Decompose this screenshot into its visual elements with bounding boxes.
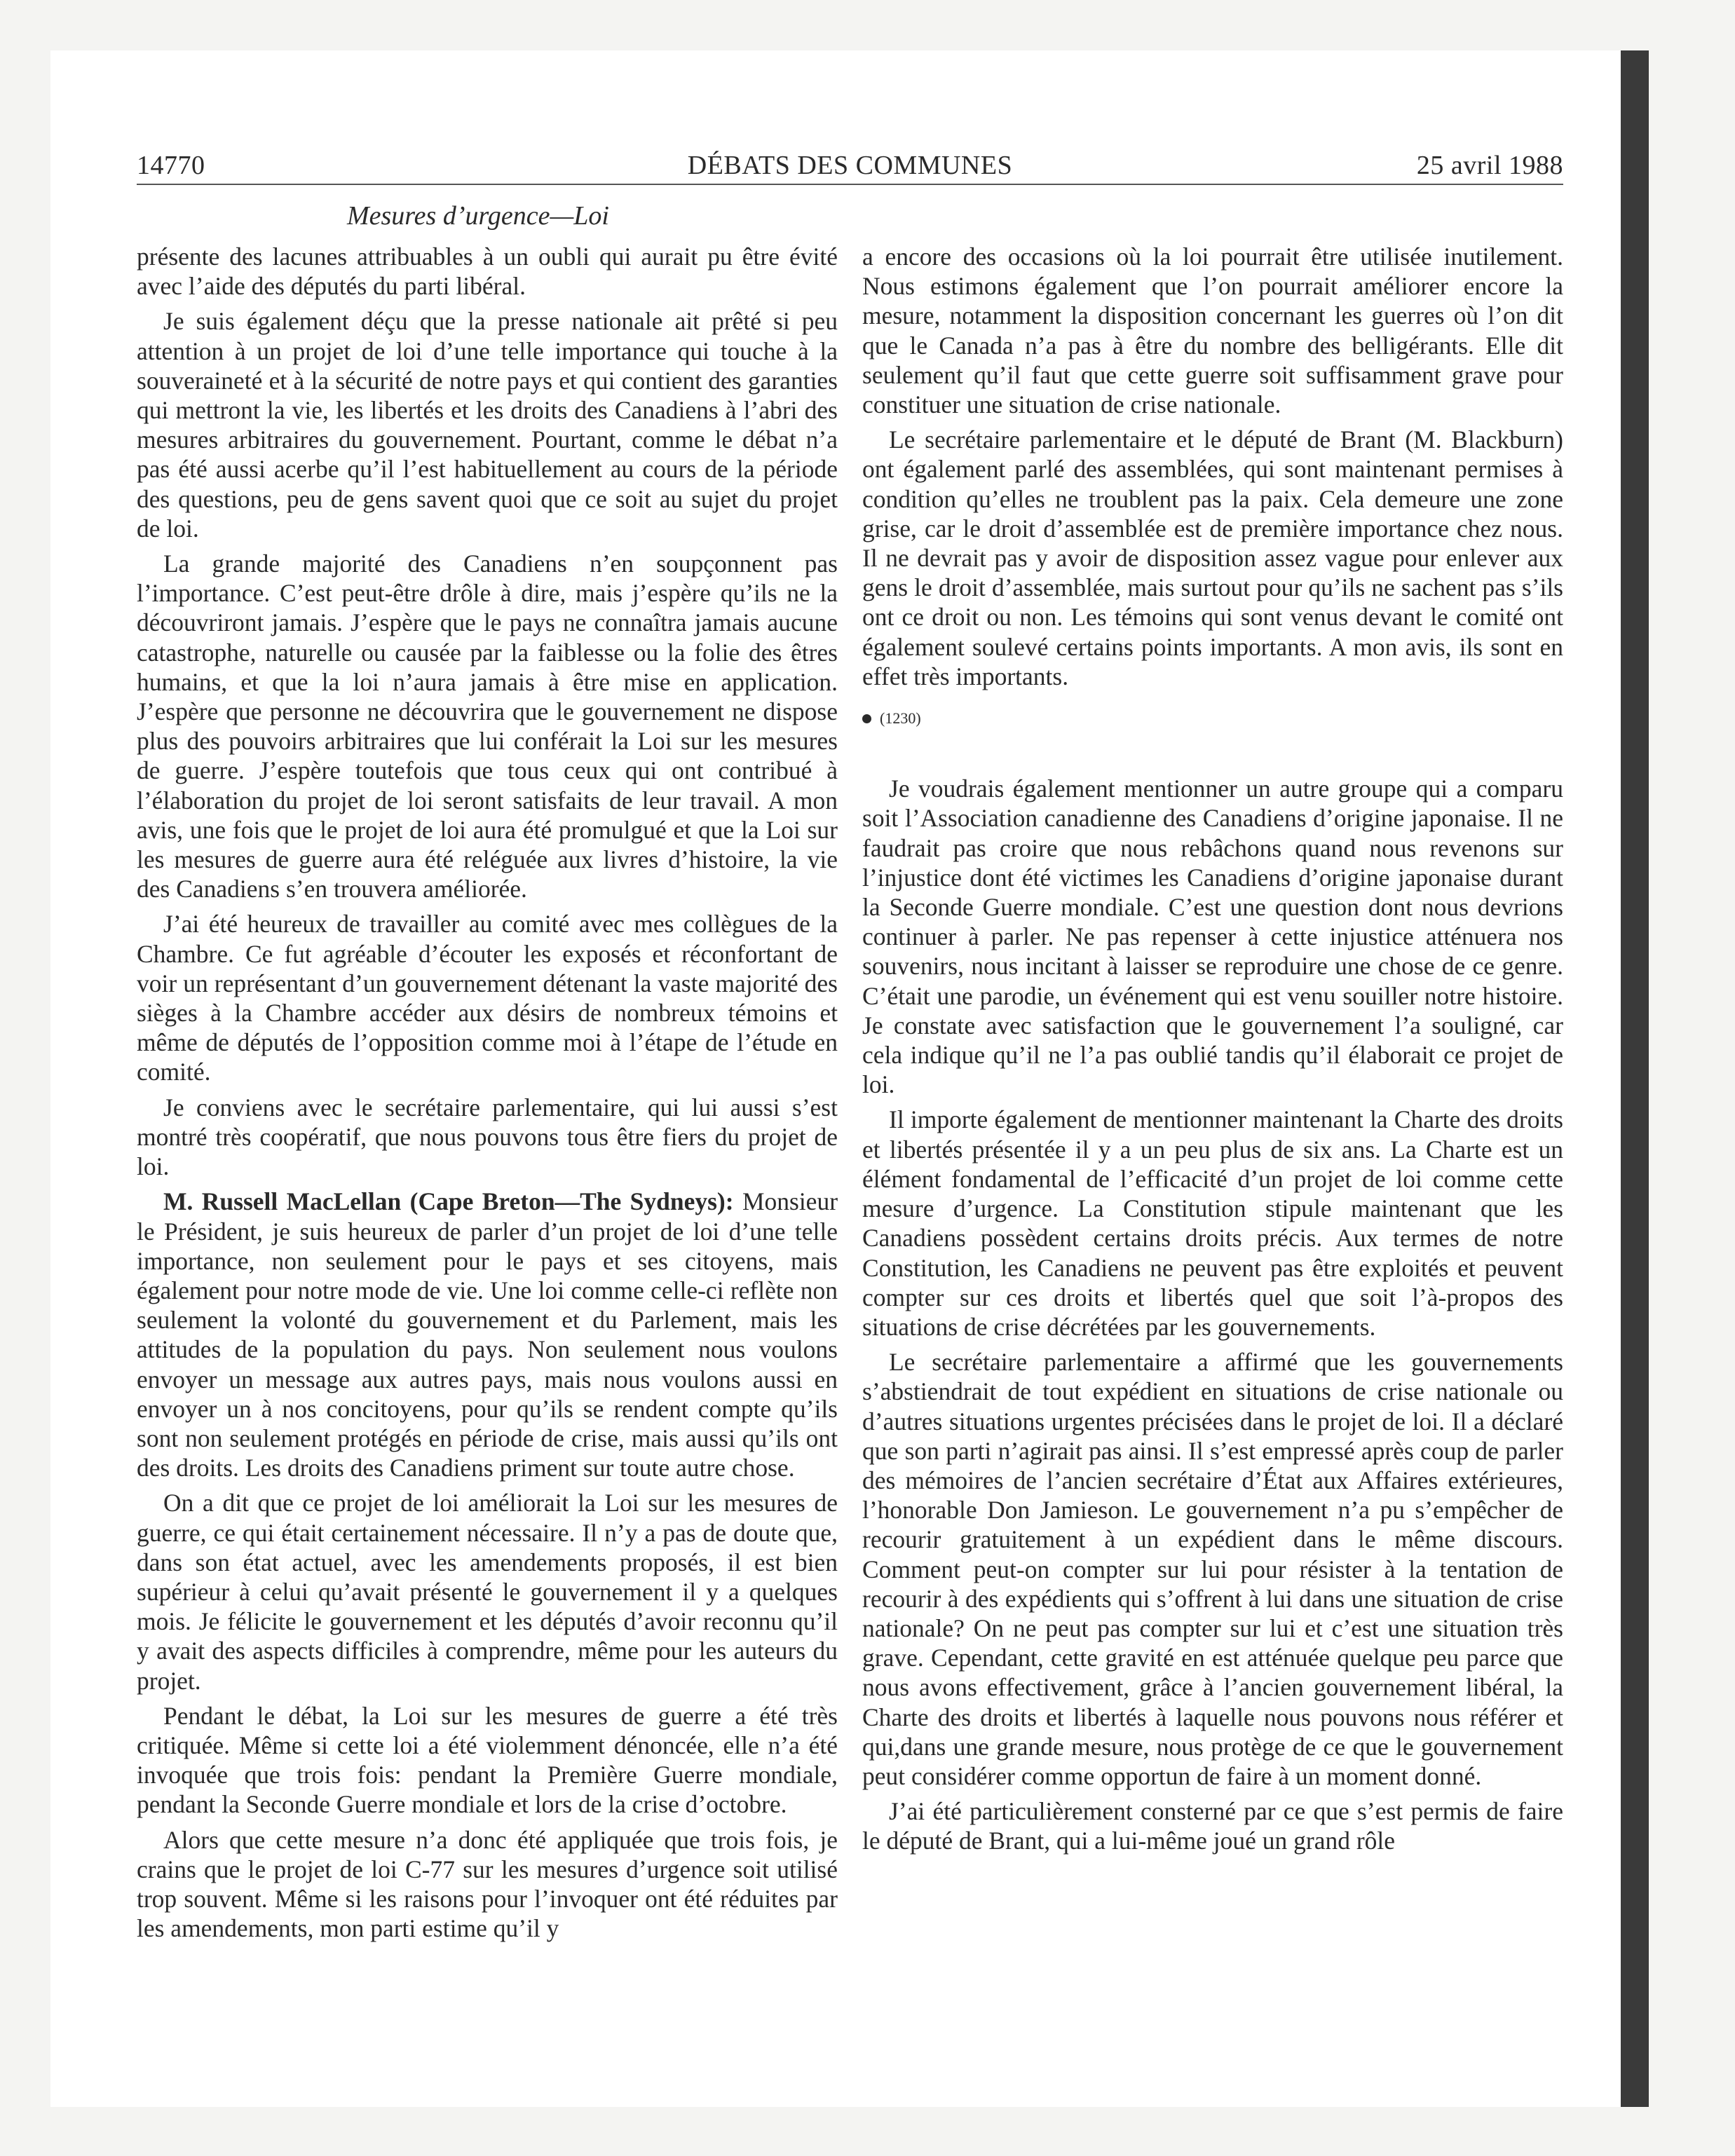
subject-title: Mesures d’urgence—Loi <box>347 201 609 231</box>
speaker-name: M. Russell MacLellan (Cape Breton—The Sydneys): <box>163 1187 734 1216</box>
paragraph: présente des lacunes attribuables à un oubli qui aurait pu être évité avec l’aide des députés du parti libéral. <box>137 243 838 301</box>
left-column <box>137 242 838 1949</box>
paragraph: J’ai été particulièrement consterné par ce que s’est permis de faire le député de Brant, qui a lui-même joué un grand rôle <box>862 1797 1563 1855</box>
paragraph: Je suis également déçu que la presse nationale ait prêté si peu attention à un projet de loi d’une telle importance qui touche à la souveraineté et à la sécurité de notre pays et qui contient des garanties qui mettront la vie, les libertés et les droits des Canadiens à l’abri des mesures arbitraires du gouvernement. Pourtant, comme le débat n’a pas été aussi acerbe qu’il l’est habituellement au cours de la période des questions, peu de gens savent quoi que ce soit au sujet du projet de loi. <box>137 307 838 543</box>
speech-paragraph <box>137 1187 838 1482</box>
bullet-icon <box>862 714 871 723</box>
paragraph: Je conviens avec le secrétaire parlementaire, qui lui aussi s’est montré très coopératif, que nous pouvons tous être fiers du projet de loi. <box>137 1093 838 1181</box>
sitting-date: 25 avril 1988 <box>1416 151 1563 180</box>
paragraph: J’ai été heureux de travailler au comité avec mes collègues de la Chambre. Ce fut agréable d’écouter les exposés et réconfortant de voir un représentant d’un gouvernement détenant la vaste majorité des sièges à la Chambre accéder aux désirs de nombreux témoins et même de députés de l’opposition comme moi à l’étape de l’étude en comité. <box>137 910 838 1086</box>
publication-title: DÉBATS DES COMMUNES <box>687 151 1013 180</box>
paragraph: Le secrétaire parlementaire et le député de Brant (M. Blackburn) ont également parlé des assemblées, qui sont maintenant permises à condition qu’elles ne troublent pas la paix. Cela demeure une zone grise, car le droit d’assemblée est de première importance chez nous. Il ne devrait pas y avoir de disposition assez vague pour enlever aux gens le droit d’assemblée, mais surtout pour qu’ils ne sachent pas s’ils ont ce droit ou non. Les témoins qui sont venus devant le comité ont également soulevé certains points importants. A mon avis, ils sont en effet très importants. <box>862 425 1563 690</box>
paragraph: a encore des occasions où la loi pourrait être utilisée inutilement. Nous estimons également que l’on pourrait améliorer encore la mesure, notamment la disposition concernant les guerres où l’on dit que le Canada n’a pas à être du nombre des belligérants. Elle dit seulement qu’il faut que cette guerre soit suffisamment grave pour constituer une situation de crise nationale. <box>862 243 1563 419</box>
time-marker <box>862 704 1563 733</box>
paragraph: On a dit que ce projet de loi améliorait la Loi sur les mesures de guerre, ce qui était certainement nécessaire. Il n’y a pas de doute que, dans son état actuel, avec les amendements proposés, il est bien supérieur à celui qu’avait présenté le gouvernement il y a quelques mois. Je félicite le gouvernement et les députés d’avoir reconnu qu’il y avait des aspects difficiles à comprendre, même pour les auteurs du projet. <box>137 1489 838 1695</box>
paragraph: Pendant le débat, la Loi sur les mesures de guerre a été très critiquée. Même si cette loi a été violemment dénoncée, elle n’a été invoquée que trois fois: pendant la Première Guerre mondiale, pendant la Seconde Guerre mondiale et lors de la crise d’octobre. <box>137 1701 838 1819</box>
speech-text: Monsieur le Président, je suis heureux de parler d’un projet de loi d’une telle importance, non seulement pour le pays et ses citoyens, mais également pour notre mode de vie. Une loi comme celle-ci reflète non seulement la volonté du gouvernement et du Parlement, mais les attitudes de la population du pays. Non seulement nous voulons envoyer un message aux autres pays, mais nous voulons aussi en envoyer un à nos concitoyens, pour qu’ils se rendent compte qu’ils sont non seulement protégés en période de crise, mais aussi qu’ils ont des droits. Les droits des Canadiens priment sur toute autre chose. <box>137 1187 838 1482</box>
page-number: 14770 <box>137 151 205 180</box>
scan-edge-bar <box>1621 50 1649 2107</box>
right-column <box>862 242 1563 1862</box>
paragraph: Il importe également de mentionner maintenant la Charte des droits et libertés présentée il y a un peu plus de six ans. La Charte est un élément fondamental de l’efficacité d’un projet de loi comme cette mesure d’urgence. La Constitution stipule maintenant que les Canadiens possèdent certains droits précis. Aux termes de notre Constitution, les Canadiens ne peuvent pas être exploités et peuvent compter sur ces droits et libertés quel que soit l’à-propos des situations de crise décrétées par les gouvernements. <box>862 1105 1563 1341</box>
paragraph: Je voudrais également mentionner un autre groupe qui a comparu soit l’Association canadienne des Canadiens d’origine japonaise. Il ne faudrait pas croire que nous rebâchons quand nous revenons sur l’injustice dont été victimes les Canadiens d’origine japonaise durant la Seconde Guerre mondiale. C’est une question dont nous devrions continuer à parler. Ne pas repenser à cette injustice atténuera nos souvenirs, nous incitant à laisser se reproduire une chose de ce genre. C’était une parodie, un événement qui est venu souiller notre histoire. Je constate avec satisfaction que le gouvernement l’a souligné, car cela indique qu’il ne l’a pas oublié tandis qu’il élaborait ce projet de loi. <box>862 775 1563 1099</box>
running-header <box>137 144 1563 185</box>
timestamp: (1230) <box>880 709 921 728</box>
paragraph: Le secrétaire parlementaire a affirmé que les gouvernements s’abstiendrait de tout expédient en situations de crise nationale ou d’autres situations urgentes précisées dans le projet de loi. Il a déclaré que son parti n’agirait pas ainsi. Il s’est empressé après coup de parler des mémoires de l’ancien secrétaire d’État aux Affaires extérieures, l’honorable Don Jamieson. Le gouvernement n’a pu s’empêcher de recourir gratuitement à un expédient dans le même discours. Comment peut-on compter sur lui pour résister à la tentation de recourir à des expédients qui s’offrent à lui dans une situation de crise nationale? On ne peut pas compter sur lui et c’est une situation très grave. Cependant, cette gravité en est atténuée quelque peu parce que nous avons effectivement, grâce à l’ancien gouvernement libéral, la Charte des droits et libertés à laquelle nous pouvons nous référer et qui,dans une grande mesure, nous protège de ce que le gouvernement peut considérer comme opportun de faire à un moment donné. <box>862 1348 1563 1790</box>
paragraph: La grande majorité des Canadiens n’en soupçonnent pas l’importance. C’est peut-être drôle à dire, mais j’espère qu’ils ne la découvriront jamais. J’espère que le pays ne connaîtra jamais aucune catastrophe, naturelle ou causée par la faiblesse ou la folie des êtres humains, et que la loi n’aura jamais à être mise en application. J’espère que personne ne découvrira que le gouvernement ne dispose plus des pouvoirs arbitraires que lui conférait la Loi sur les mesures de guerre. J’espère toutefois que tous ceux qui ont contribué à l’élaboration du projet de loi seront satisfaits de leur travail. A mon avis, une fois que le projet de loi aura été promulgué et que la Loi sur les mesures de guerre aura été reléguée aux livres d’histoire, la vie des Canadiens s’en trouvera améliorée. <box>137 550 838 903</box>
paragraph: Alors que cette mesure n’a donc été appliquée que trois fois, je crains que le projet de loi C-77 sur les mesures d’urgence soit utilisé trop souvent. Même si les raisons pour l’invoquer ont été réduites par les amendements, mon parti estime qu’il y <box>137 1825 838 1943</box>
